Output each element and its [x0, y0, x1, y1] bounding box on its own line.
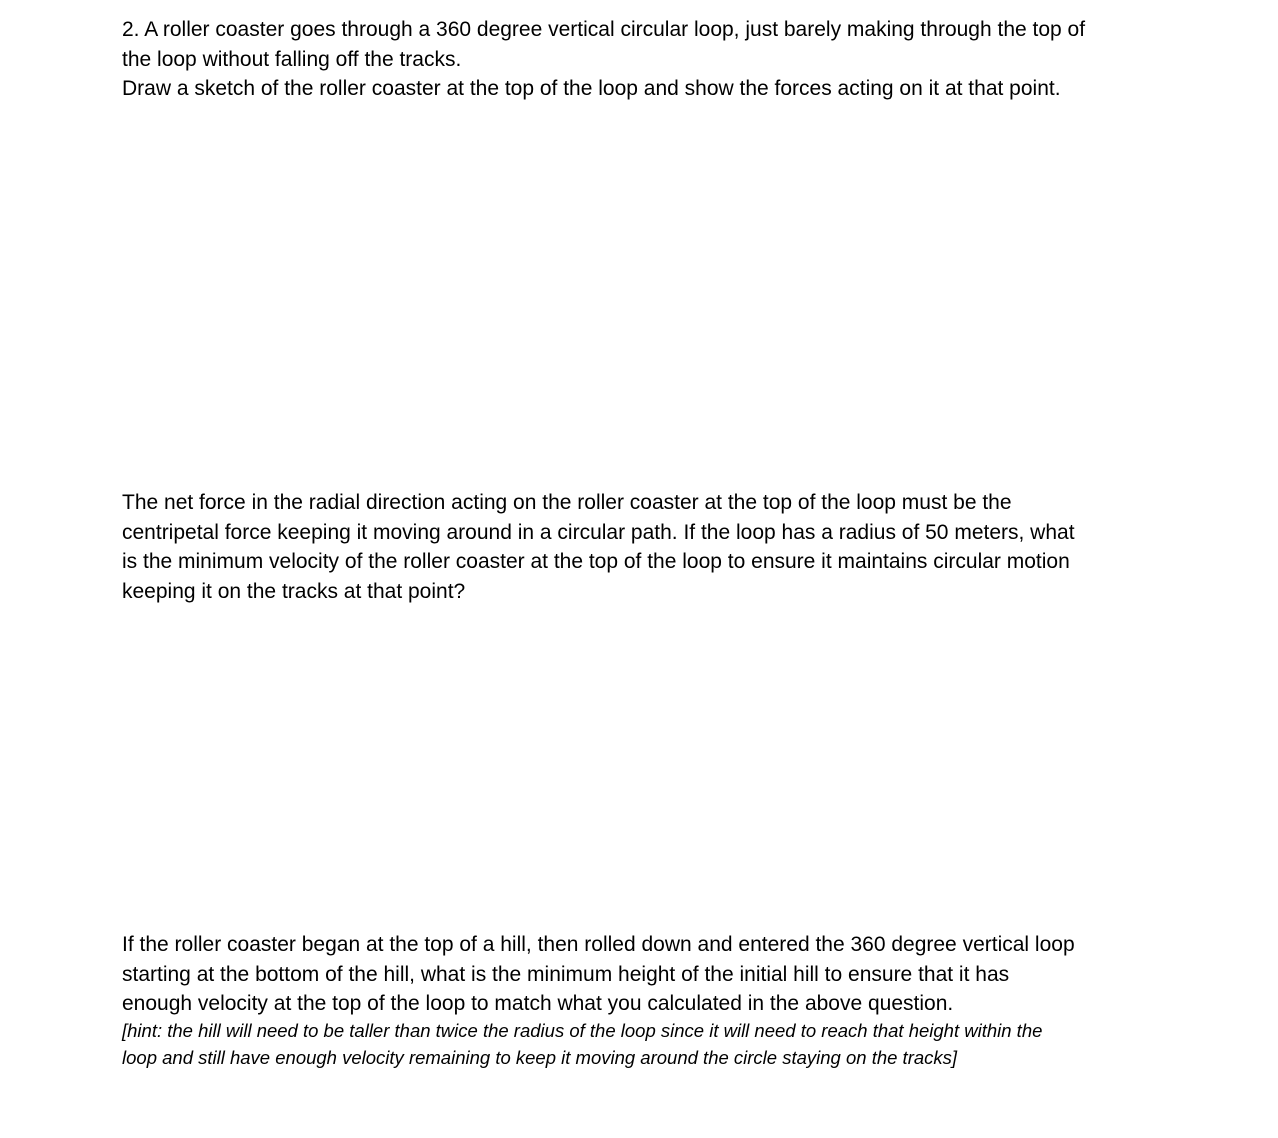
hint-line: loop and still have enough velocity remaining to keep it moving around the circle staying on the tracks]	[122, 1047, 958, 1068]
velocity-question	[122, 488, 1162, 607]
question-line: If the roller coaster began at the top of a hill, then rolled down and entered the 360 degree vertical loop	[122, 933, 1075, 956]
sketch-answer-space	[122, 108, 1162, 478]
question-line: keeping it on the tracks at that point?	[122, 580, 466, 604]
question-line: enough velocity at the top of the loop to match what you calculated in the above question.	[122, 992, 954, 1016]
hint-note	[122, 1017, 1162, 1071]
hint-line: [hint: the hill will need to be taller than twice the radius of the loop since it will need to reach that height within the	[122, 1020, 1043, 1041]
question-line: starting at the bottom of the hill, what is the minimum height of the initial hill to ensure that it has	[122, 962, 1010, 986]
question-line: the loop without falling off the tracks.	[122, 47, 462, 71]
question-line: The net force in the radial direction acting on the roller coaster at the top of the loop must be the	[122, 491, 1012, 514]
question-2-prompt	[122, 15, 1162, 104]
question-line: centripetal force keeping it moving around in a circular path. If the loop has a radius of 50 meters, what	[122, 520, 1075, 544]
question-line: 2. A roller coaster goes through a 360 degree vertical circular loop, just barely making through the top of	[122, 18, 1086, 41]
velocity-answer-space	[122, 610, 1162, 920]
sketch-instruction: Draw a sketch of the roller coaster at the top of the loop and show the forces acting on it at that point.	[122, 77, 1061, 101]
question-line: is the minimum velocity of the roller coaster at the top of the loop to ensure it maintains circular motion	[122, 550, 1070, 574]
hill-height-question	[122, 930, 1162, 1019]
